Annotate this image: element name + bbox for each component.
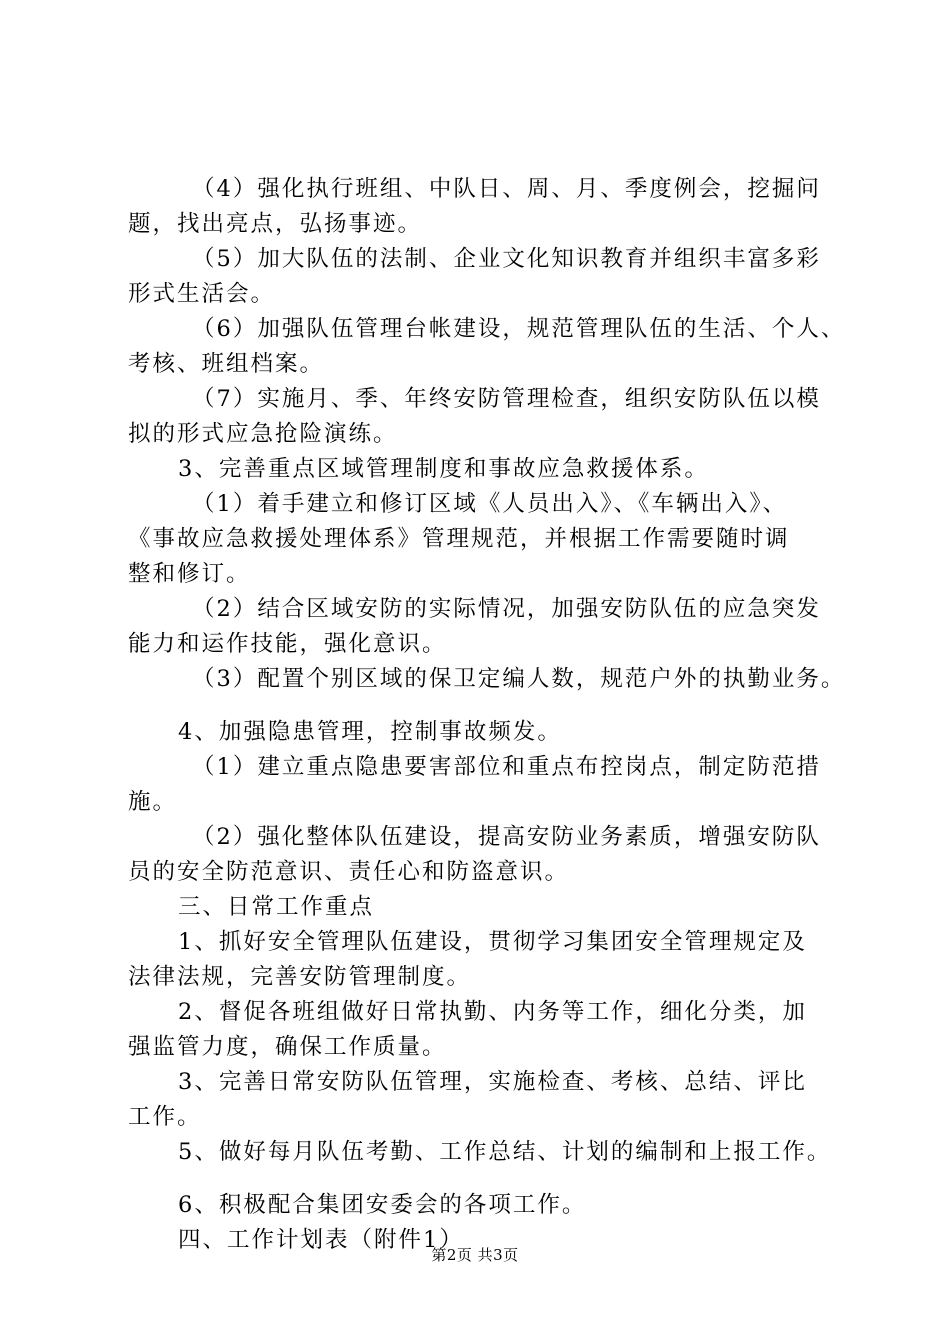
section-heading: 4、加强隐患管理，控制事故频发。 — [178, 719, 562, 745]
text-line: 法律法规，完善安防管理制度。 — [128, 964, 472, 990]
text-line: 考核、班组档案。 — [128, 351, 325, 377]
section-heading: 三、日常工作重点 — [178, 894, 375, 920]
text-line: 5、做好每月队伍考勤、工作总结、计划的编制和上报工作。 — [178, 1139, 832, 1165]
text-line: 3、完善日常安防队伍管理，实施检查、考核、总结、评比 — [178, 1069, 807, 1095]
text-line: 拟的形式应急抢险演练。 — [128, 421, 398, 447]
section-heading: 四、工作计划表（附件1） — [178, 1227, 464, 1253]
text-line: 《事故应急救援处理体系》管理规范，并根据工作需要随时调 — [128, 526, 790, 552]
text-line: 2、督促各班组做好日常执勤、内务等工作，细化分类，加 — [178, 999, 807, 1025]
text-line: 题，找出亮点，弘扬事迹。 — [128, 211, 423, 237]
text-line: 1、抓好安全管理队伍建设，贯彻学习集团安全管理规定及 — [178, 929, 807, 955]
section-heading: 3、完善重点区域管理制度和事故应急救援体系。 — [178, 456, 709, 482]
paragraph-gap — [128, 1170, 848, 1188]
text-line: 工作。 — [128, 1104, 202, 1130]
text-line: （7）实施月、季、年终安防管理检查，组织安防队伍以模 — [192, 386, 821, 412]
paragraph-text — [128, 172, 848, 1258]
text-line: 整和修订。 — [128, 561, 251, 587]
text-line: 施。 — [128, 789, 178, 815]
document-body — [128, 172, 848, 1258]
text-line: （1）建立重点隐患要害部位和重点布控岗点，制定防范措 — [192, 754, 821, 780]
text-line: 强监管力度，确保工作质量。 — [128, 1034, 447, 1060]
text-line: 员的安全防范意识、责任心和防盗意识。 — [128, 859, 570, 885]
text-line: 形式生活会。 — [128, 281, 276, 307]
text-line: （6）加强队伍管理台帐建设，规范管理队伍的生活、个人、 — [192, 316, 846, 342]
text-line: （2）强化整体队伍建设，提高安防业务素质，增强安防队 — [192, 824, 821, 850]
text-line: （2）结合区域安防的实际情况，加强安防队伍的应急突发 — [192, 596, 821, 622]
paragraph-gap — [128, 697, 848, 715]
text-line: （3）配置个别区域的保卫定编人数，规范户外的执勤业务。 — [192, 666, 846, 692]
text-line: 6、积极配合集团安委会的各项工作。 — [178, 1192, 587, 1218]
page-number-footer: 第2页 共3页 — [431, 1246, 519, 1264]
text-line: （1）着手建立和修订区域《人员出入》、《车辆出入》、 — [192, 491, 788, 517]
text-line: （5）加大队伍的法制、企业文化知识教育并组织丰富多彩 — [192, 246, 821, 272]
text-line: 能力和运作技能，强化意识。 — [128, 631, 447, 657]
text-line: （4）强化执行班组、中队日、周、月、季度例会，挖掘问 — [192, 176, 821, 202]
